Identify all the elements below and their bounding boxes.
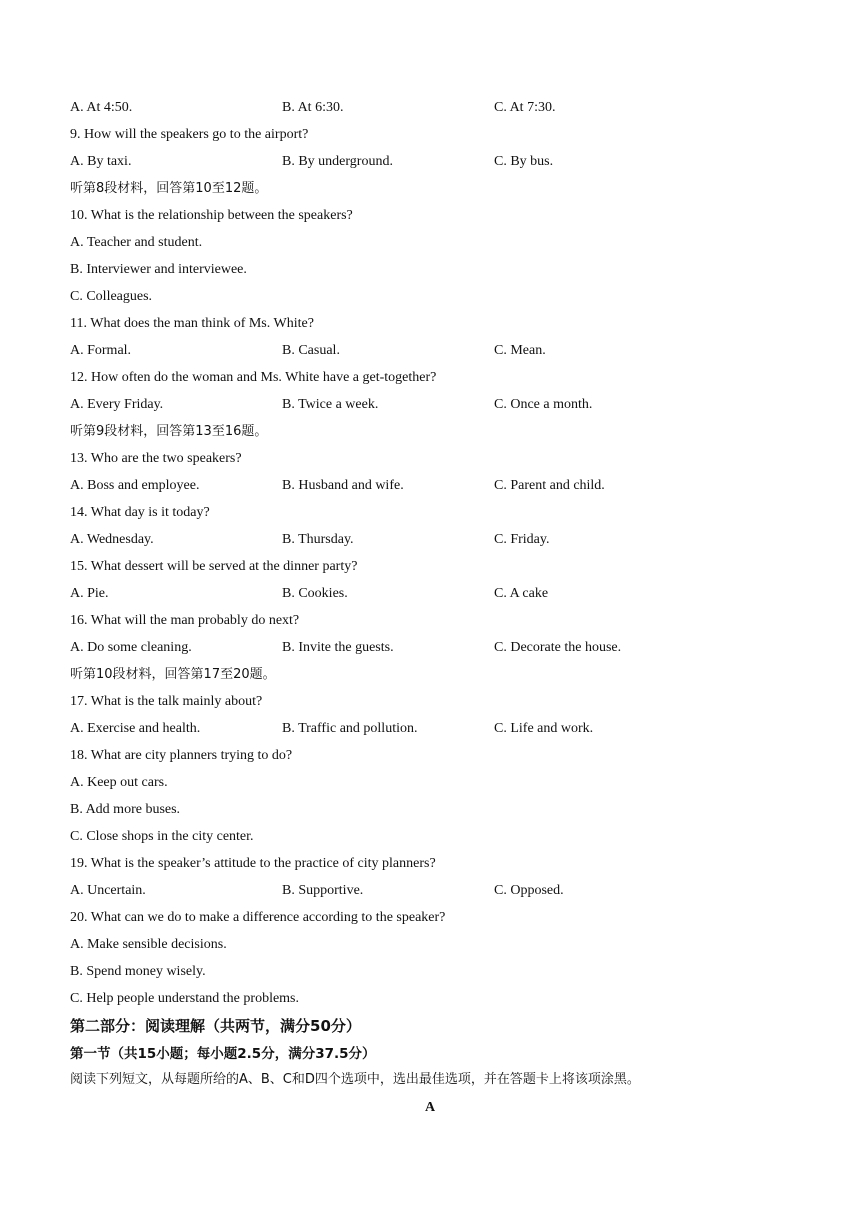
q12-option-c: C. Once a month. xyxy=(494,397,593,412)
q13-option-a: A. Boss and employee. xyxy=(70,478,200,493)
q19-stem: 19. What is the speaker’s attitude to the practice of city planners? xyxy=(70,856,436,871)
q19-option-c: C. Opposed. xyxy=(494,883,564,898)
q15-option-a: A. Pie. xyxy=(70,586,109,601)
q14-option-b: B. Thursday. xyxy=(282,532,354,547)
section-10-instruction: 听第10段材料，回答第17至20题。 xyxy=(70,667,276,682)
q16-option-a: A. Do some cleaning. xyxy=(70,640,192,655)
q14-option-a: A. Wednesday. xyxy=(70,532,154,547)
q10-option-a: A. Teacher and student. xyxy=(70,235,203,250)
q18-stem: 18. What are city planners trying to do? xyxy=(70,748,293,763)
q10-option-c: C. Colleagues. xyxy=(70,289,153,304)
q11-option-c: C. Mean. xyxy=(494,343,546,358)
q14-stem: 14. What day is it today? xyxy=(70,505,210,520)
q10-option-b: B. Interviewer and interviewee. xyxy=(70,262,247,277)
q15-option-b: B. Cookies. xyxy=(282,586,348,601)
passage-label: A xyxy=(424,1100,436,1115)
part-2-title: 第二部分：阅读理解（共两节，满分50分） xyxy=(70,1017,361,1035)
q20-stem: 20. What can we do to make a difference according to the speaker? xyxy=(70,910,446,925)
q20-option-c: C. Help people understand the problems. xyxy=(70,991,300,1006)
q16-option-c: C. Decorate the house. xyxy=(494,640,622,655)
section-1-title: 第一节（共15小题；每小题2.5分，满分37.5分） xyxy=(70,1046,376,1062)
q19-option-b: B. Supportive. xyxy=(282,883,364,898)
q16-option-b: B. Invite the guests. xyxy=(282,640,394,655)
q8-option-a: A. At 4:50. xyxy=(70,100,133,115)
q15-stem: 15. What dessert will be served at the dinner party? xyxy=(70,559,358,574)
q15-option-c: C. A cake xyxy=(494,586,549,601)
q11-option-a: A. Formal. xyxy=(70,343,132,358)
q19-option-a: A. Uncertain. xyxy=(70,883,146,898)
q9-option-b: B. By underground. xyxy=(282,154,393,169)
q17-option-a: A. Exercise and health. xyxy=(70,721,201,736)
q13-option-b: B. Husband and wife. xyxy=(282,478,404,493)
q18-option-a: A. Keep out cars. xyxy=(70,775,168,790)
q11-stem: 11. What does the man think of Ms. White? xyxy=(70,316,314,331)
q14-option-c: C. Friday. xyxy=(494,532,550,547)
q18-option-b: B. Add more buses. xyxy=(70,802,181,817)
reading-instructions: 阅读下列短文，从每题所给的A、B、C和D四个选项中，选出最佳选项，并在答题卡上将该项涂黑。 xyxy=(70,1072,640,1087)
q16-stem: 16. What will the man probably do next? xyxy=(70,613,300,628)
q9-option-c: C. By bus. xyxy=(494,154,554,169)
q18-option-c: C. Close shops in the city center. xyxy=(70,829,254,844)
q8-option-b: B. At 6:30. xyxy=(282,100,344,115)
q17-option-c: C. Life and work. xyxy=(494,721,594,736)
q20-option-b: B. Spend money wisely. xyxy=(70,964,206,979)
section-9-instruction: 听第9段材料，回答第13至16题。 xyxy=(70,424,268,439)
q20-option-a: A. Make sensible decisions. xyxy=(70,937,227,952)
q9-option-a: A. By taxi. xyxy=(70,154,132,169)
q8-option-c: C. At 7:30. xyxy=(494,100,556,115)
q12-stem: 12. How often do the woman and Ms. White have a get-together? xyxy=(70,370,437,385)
q17-stem: 17. What is the talk mainly about? xyxy=(70,694,263,709)
q10-stem: 10. What is the relationship between the speakers? xyxy=(70,208,353,223)
q12-option-b: B. Twice a week. xyxy=(282,397,379,412)
q13-option-c: C. Parent and child. xyxy=(494,478,605,493)
q9-stem: 9. How will the speakers go to the airport? xyxy=(70,127,309,142)
q13-stem: 13. Who are the two speakers? xyxy=(70,451,242,466)
q11-option-b: B. Casual. xyxy=(282,343,340,358)
q12-option-a: A. Every Friday. xyxy=(70,397,164,412)
section-8-instruction: 听第8段材料，回答第10至12题。 xyxy=(70,181,268,196)
q17-option-b: B. Traffic and pollution. xyxy=(282,721,418,736)
